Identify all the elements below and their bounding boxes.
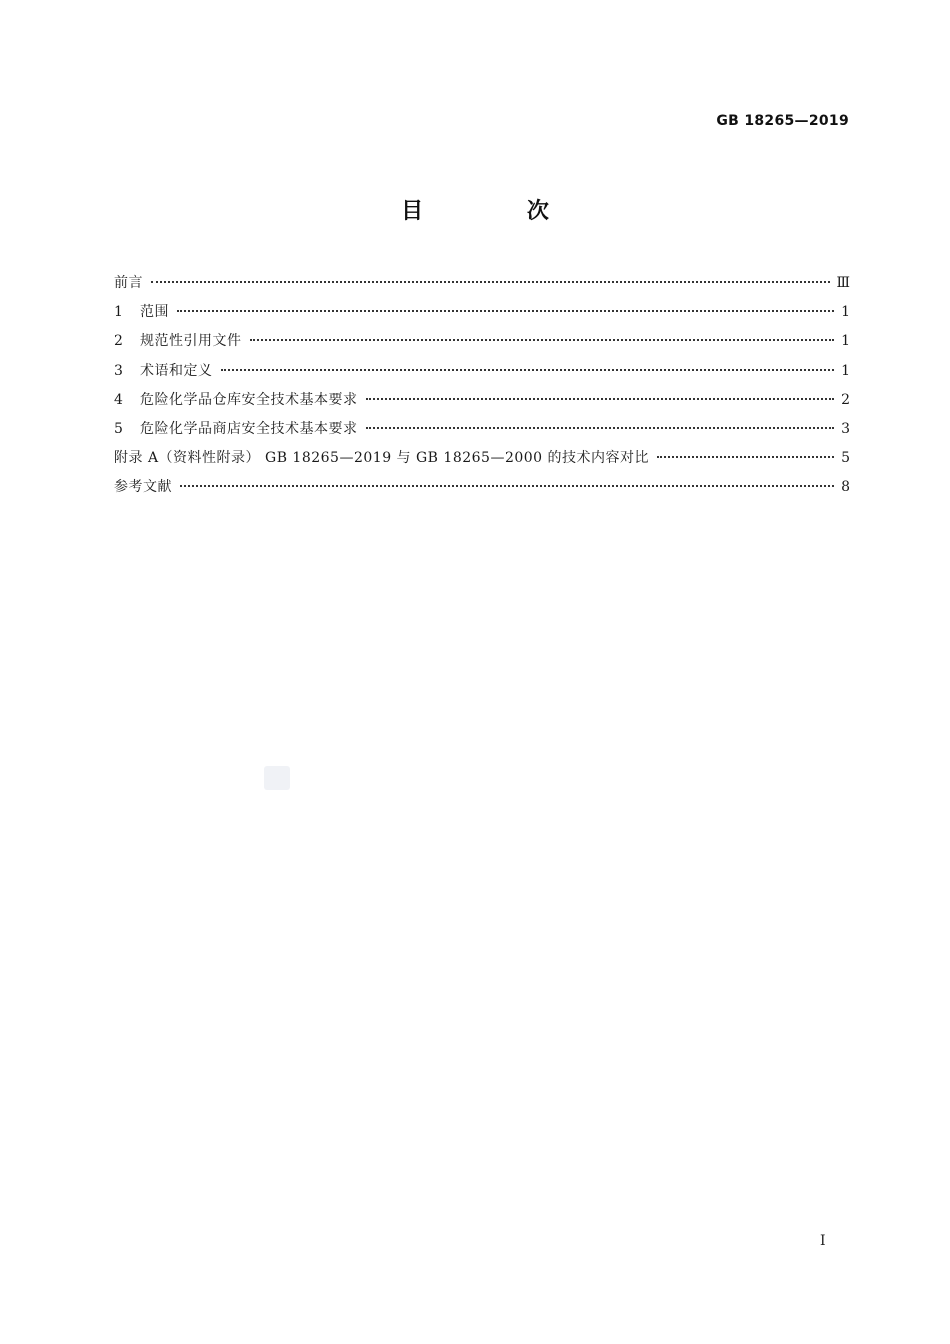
toc-entry-label: 术语和定义 bbox=[140, 362, 213, 379]
toc-title: 目 次 bbox=[401, 199, 597, 224]
toc-entry-normative-references[interactable] bbox=[114, 331, 850, 360]
toc-entry-label: 范围 bbox=[140, 304, 169, 321]
toc-entry-label: 前言 bbox=[114, 275, 143, 291]
toc-entry-label: 危险化学品商店安全技术基本要求 bbox=[140, 420, 358, 437]
toc-entry-warehouse-requirements[interactable] bbox=[114, 390, 850, 419]
toc-entry-number: 1 bbox=[114, 304, 123, 321]
toc-entry-page: 1 bbox=[841, 333, 850, 350]
toc-entry-number: 4 bbox=[114, 391, 123, 408]
toc-entry-page: 5 bbox=[841, 450, 850, 467]
toc-leader-dots bbox=[366, 427, 835, 429]
toc-entry-bibliography[interactable] bbox=[114, 477, 850, 506]
toc-entry-annex-a[interactable] bbox=[114, 448, 850, 477]
toc-leader-dots bbox=[177, 310, 834, 312]
toc-leader-dots bbox=[180, 485, 834, 487]
toc-leader-dots bbox=[250, 339, 835, 341]
toc-leader-dots bbox=[151, 281, 830, 283]
toc-leader-dots bbox=[366, 398, 835, 400]
toc-entry-page: 2 bbox=[841, 391, 850, 408]
toc-entry-number: 3 bbox=[114, 362, 123, 379]
toc-entry-label: 危险化学品仓库安全技术基本要求 bbox=[140, 391, 358, 408]
toc-entry-label: 规范性引用文件 bbox=[140, 333, 242, 350]
page-number: I bbox=[820, 1233, 826, 1249]
toc-entry-number: 2 bbox=[114, 333, 123, 350]
toc-entry-number: 5 bbox=[114, 420, 123, 437]
toc-entry-foreword[interactable] bbox=[114, 273, 850, 302]
toc-entry-page: 3 bbox=[841, 420, 850, 437]
toc-entry-label: 附录 A（资料性附录） GB 18265—2019 与 GB 18265—2000 的技术内容对比 bbox=[114, 450, 650, 467]
standard-code: GB 18265—2019 bbox=[716, 113, 849, 129]
toc-entry-terms-definitions[interactable] bbox=[114, 361, 850, 390]
toc-entry-scope[interactable] bbox=[114, 302, 850, 331]
toc-entry-label: 参考文献 bbox=[114, 479, 172, 496]
toc-entry-store-requirements[interactable] bbox=[114, 419, 850, 448]
table-of-contents bbox=[114, 273, 850, 507]
toc-entry-page: Ⅲ bbox=[836, 275, 850, 291]
toc-entry-page: 8 bbox=[841, 479, 850, 496]
toc-entry-page: 1 bbox=[841, 304, 850, 321]
toc-leader-dots bbox=[221, 369, 835, 371]
toc-leader-dots bbox=[657, 456, 834, 458]
toc-entry-page: 1 bbox=[841, 362, 850, 379]
watermark-logo bbox=[264, 766, 290, 790]
